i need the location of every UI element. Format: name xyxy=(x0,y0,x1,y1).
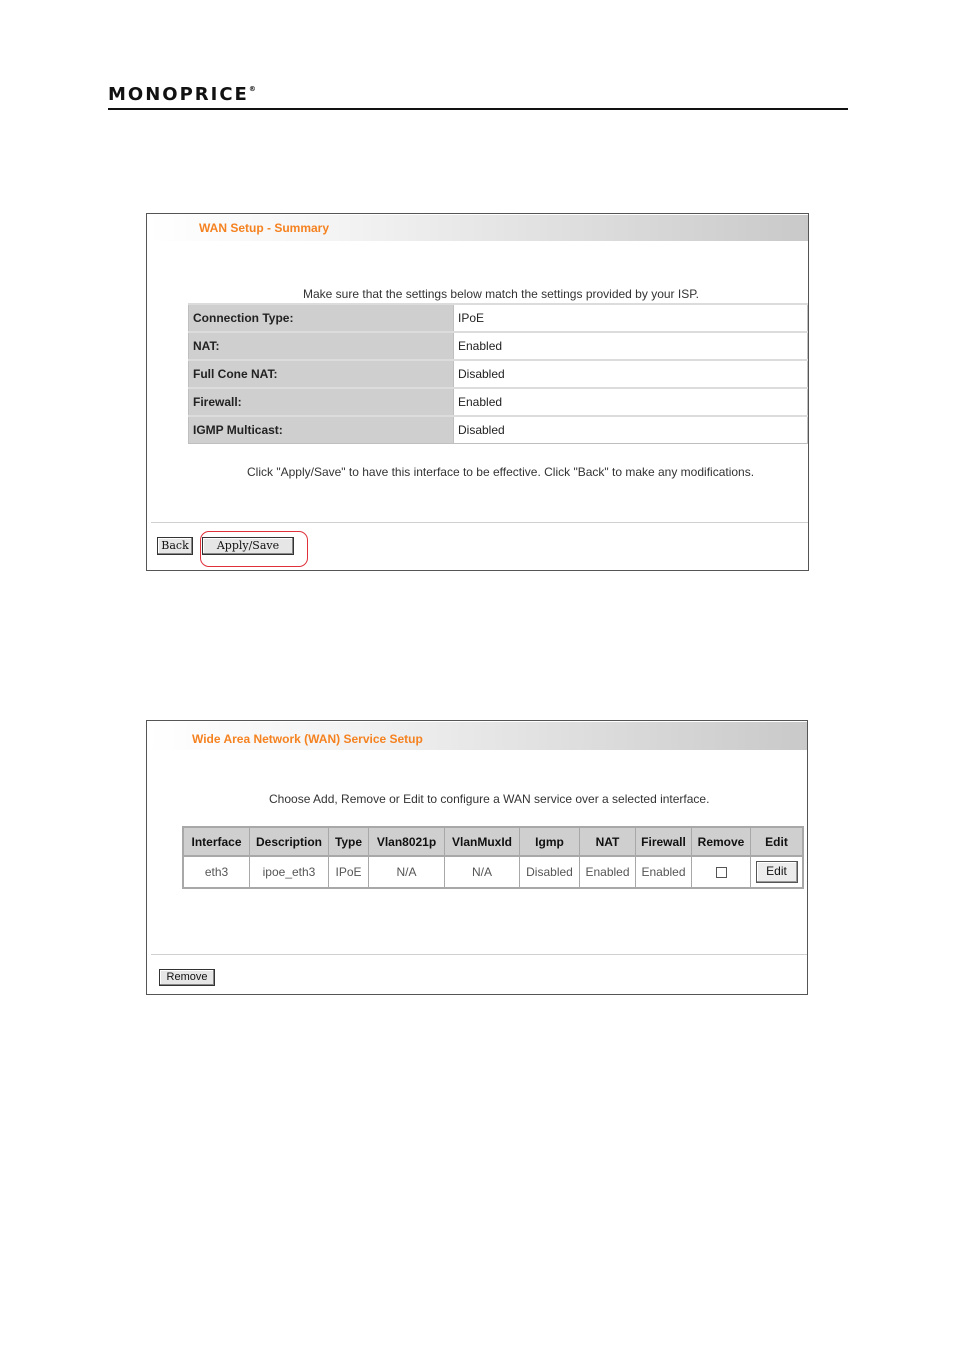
header-rule xyxy=(108,108,848,110)
panel-title: Wide Area Network (WAN) Service Setup xyxy=(147,722,807,750)
summary-label: Connection Type: xyxy=(189,304,454,332)
cell-type: IPoE xyxy=(329,857,369,887)
apply-save-button[interactable]: Apply/Save xyxy=(202,537,294,555)
wan-setup-summary-panel xyxy=(146,213,809,571)
wan-service-setup-panel xyxy=(146,720,808,995)
remove-button[interactable]: Remove xyxy=(159,969,215,986)
col-vlanmuxid: VlanMuxId xyxy=(445,828,520,857)
summary-label: IGMP Multicast: xyxy=(189,416,454,444)
cell-description: ipoe_eth3 xyxy=(250,857,329,887)
table-row xyxy=(184,857,802,887)
cell-remove xyxy=(692,857,751,887)
apply-note-text: Click "Apply/Save" to have this interface to be effective. Click "Back" to make any modifications. xyxy=(247,465,755,479)
col-nat: NAT xyxy=(580,828,636,857)
edit-button[interactable]: Edit xyxy=(756,861,798,883)
col-description: Description xyxy=(250,828,329,857)
summary-table xyxy=(188,303,808,444)
cell-firewall: Enabled xyxy=(636,857,692,887)
highlight-annotation xyxy=(200,531,308,567)
cell-vlanmuxid: N/A xyxy=(445,857,520,887)
summary-value: Enabled xyxy=(454,388,808,416)
monoprice-logo xyxy=(108,84,258,105)
logo-text: MONOPRICE xyxy=(108,84,249,105)
col-interface: Interface xyxy=(184,828,250,857)
summary-value: Enabled xyxy=(454,332,808,360)
cell-igmp: Disabled xyxy=(520,857,580,887)
summary-value: Disabled xyxy=(454,360,808,388)
col-vlan8021p: Vlan8021p xyxy=(369,828,445,857)
summary-row xyxy=(189,388,808,416)
summary-label: NAT: xyxy=(189,332,454,360)
summary-value: IPoE xyxy=(454,304,808,332)
col-igmp: Igmp xyxy=(520,828,580,857)
summary-row xyxy=(189,360,808,388)
remove-checkbox[interactable] xyxy=(716,867,727,878)
cell-vlan8021p: N/A xyxy=(369,857,445,887)
col-type: Type xyxy=(329,828,369,857)
cell-nat: Enabled xyxy=(580,857,636,887)
wan-service-table xyxy=(182,826,804,889)
panel-title: WAN Setup - Summary xyxy=(147,215,808,241)
divider xyxy=(151,954,807,955)
col-remove: Remove xyxy=(692,828,751,857)
col-edit: Edit xyxy=(751,828,802,857)
wan-intro-text: Choose Add, Remove or Edit to configure a WAN service over a selected interface. xyxy=(269,792,710,806)
summary-value: Disabled xyxy=(454,416,808,444)
divider xyxy=(151,522,808,523)
summary-row xyxy=(189,304,808,332)
registered-mark: ® xyxy=(248,85,258,93)
table-header-row xyxy=(184,828,802,857)
summary-label: Full Cone NAT: xyxy=(189,360,454,388)
summary-label: Firewall: xyxy=(189,388,454,416)
summary-intro-text: Make sure that the settings below match the settings provided by your ISP. xyxy=(303,287,699,301)
col-firewall: Firewall xyxy=(636,828,692,857)
summary-row xyxy=(189,332,808,360)
summary-row xyxy=(189,416,808,444)
back-button[interactable]: Back xyxy=(157,537,193,555)
cell-edit xyxy=(751,857,802,887)
cell-interface: eth3 xyxy=(184,857,250,887)
